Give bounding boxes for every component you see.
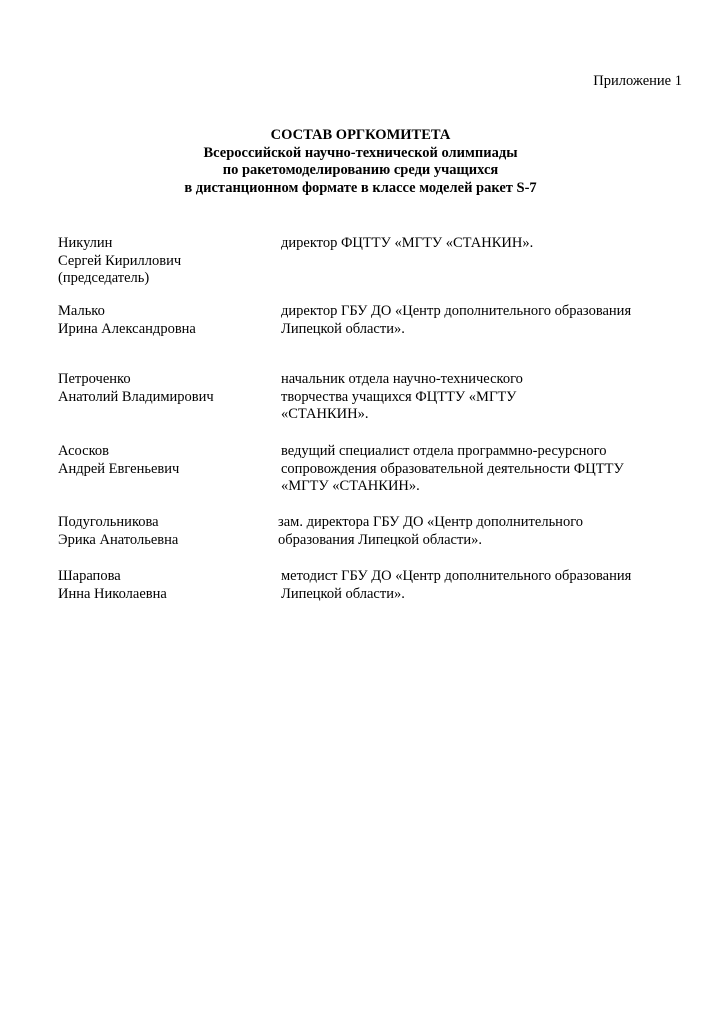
member-role-line: образования Липецкой области». (278, 531, 482, 548)
member-role-line: «СТАНКИН». (281, 406, 369, 422)
member-role-line: творчества учащихся ФЦТТУ «МГТУ (281, 388, 517, 405)
member-role-line: Липецкой области». (281, 320, 405, 337)
member-surname: Никулин (58, 235, 113, 251)
title-line-2: Всероссийской научно-технической олимпиады (203, 144, 518, 161)
member-given-name: Андрей Евгеньевич (58, 460, 180, 477)
member-given-name: Сергей Кириллович (58, 252, 182, 269)
member-surname: Подугольникова (58, 514, 159, 530)
title-line-3: по ракетомоделированию среди учащихся (222, 162, 499, 178)
member-note: (председатель) (58, 270, 150, 286)
member-surname: Асосков (58, 443, 109, 459)
member-role-line: ведущий специалист отдела программно-ресурсного (281, 443, 607, 459)
appendix-label: Приложение 1 (593, 73, 682, 89)
member-given-name: Анатолий Владимирович (58, 388, 214, 405)
member-role-line: сопровождения образовательной деятельности ФЦТТУ (281, 460, 624, 477)
member-given-name: Эрика Анатольевна (58, 531, 179, 548)
member-role (281, 568, 681, 603)
member-role-line: Липецкой области». (281, 585, 405, 602)
member-name (58, 514, 273, 549)
member-role-line: зам. директора ГБУ ДО «Центр дополнительного (278, 514, 584, 530)
member-role (281, 235, 681, 253)
member-role (281, 303, 681, 338)
member-surname: Шарапова (58, 568, 121, 584)
member-name (58, 568, 273, 603)
member-role-line: начальник отдела научно-технического (281, 371, 523, 387)
member-surname: Петроченко (58, 371, 131, 387)
member-role (281, 371, 681, 424)
member-name (58, 371, 273, 406)
member-role-line: методист ГБУ ДО «Центр дополнительного образования (281, 568, 632, 584)
member-role-line: директор ФЦТТУ «МГТУ «СТАНКИН». (281, 235, 534, 251)
member-given-name: Ирина Александровна (58, 320, 196, 337)
member-name (58, 235, 273, 288)
member-name (58, 443, 273, 478)
member-surname: Малько (58, 303, 105, 319)
member-name (58, 303, 273, 338)
member-role (278, 514, 678, 549)
member-role (281, 443, 681, 496)
member-role-line: директор ГБУ ДО «Центр дополнительного образования (281, 303, 632, 319)
document-title (0, 127, 721, 197)
member-given-name: Инна Николаевна (58, 585, 167, 602)
member-role-line: «МГТУ «СТАНКИН». (281, 478, 420, 494)
title-line-1: СОСТАВ ОРГКОМИТЕТА (270, 127, 451, 143)
title-line-4: в дистанционном формате в классе моделей ракет S-7 (184, 179, 537, 196)
